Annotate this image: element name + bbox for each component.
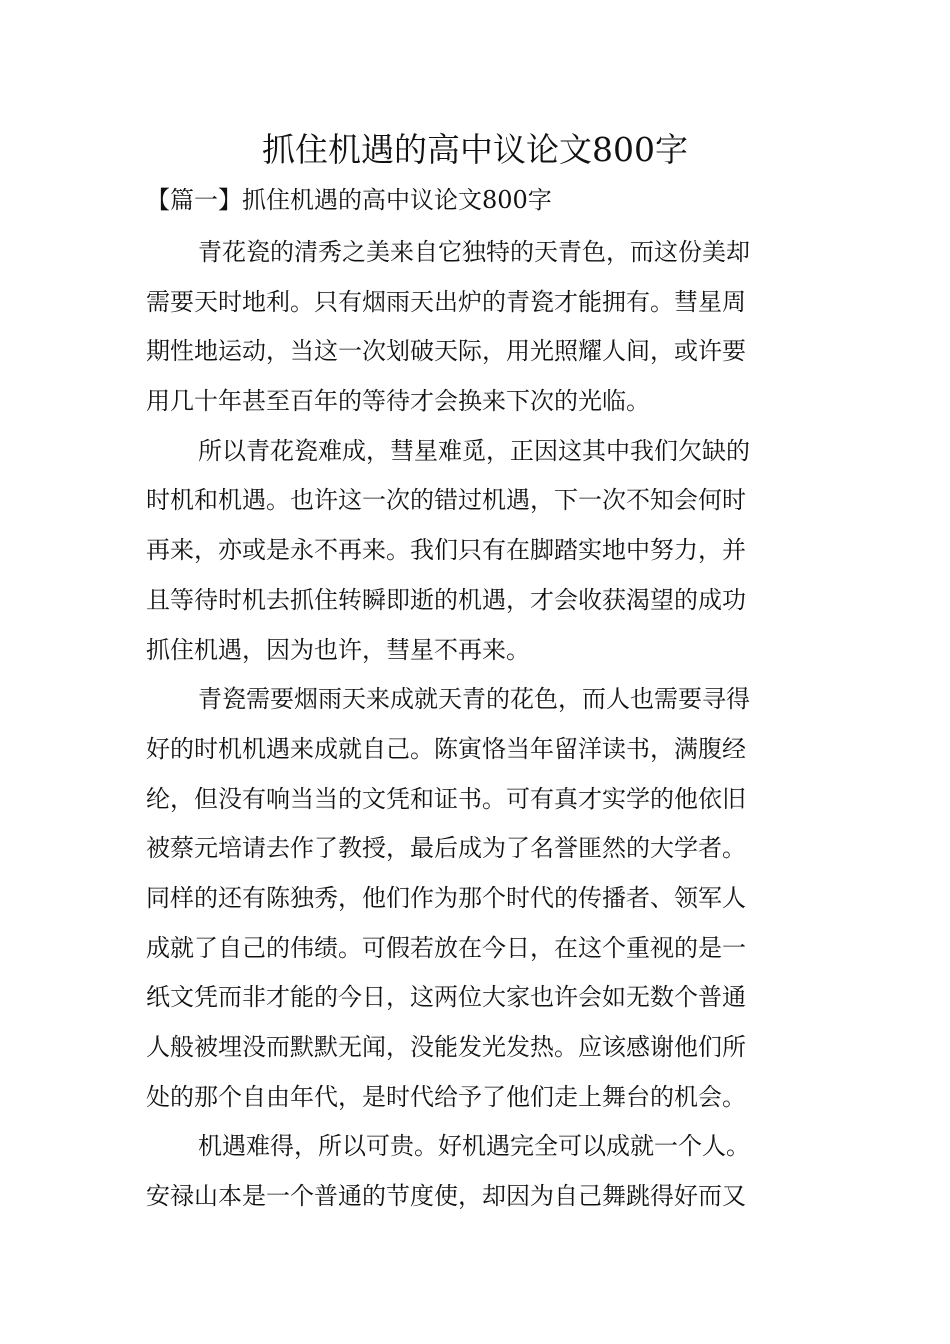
text-line: 机遇难得，所以可贵。好机遇完全可以成就一个人。: [198, 1132, 750, 1161]
text-line: 所以青花瓷难成，彗星难觅，正因这其中我们欠缺的: [198, 436, 750, 465]
paragraph-4: [146, 1122, 816, 1221]
section-heading: 【篇一】抓住机遇的高中议论文800字: [146, 186, 552, 214]
text-line: 需要天时地利。只有烟雨天出炉的青瓷才能拥有。彗星周: [146, 287, 746, 316]
text-line: 安禄山本是一个普通的节度使，却因为自己舞跳得好而又: [146, 1182, 746, 1211]
text-line: 纶，但没有响当当的文凭和证书。可有真才实学的他依旧: [146, 784, 746, 813]
text-line: 期性地运动，当这一次划破天际，用光照耀人间，或许要: [146, 337, 746, 366]
text-line: 好的时机机遇来成就自己。陈寅恪当年留洋读书，满腹经: [146, 734, 746, 763]
text-line: 再来，亦或是永不再来。我们只有在脚踏实地中努力，并: [146, 536, 746, 565]
paragraph-3: [146, 675, 816, 1122]
document-body: [146, 228, 816, 1222]
document-title: 抓住机遇的高中议论文800字: [262, 130, 688, 169]
text-line: 纸文凭而非才能的今日，这两位大家也许会如无数个普通: [146, 983, 746, 1012]
text-line: 处的那个自由年代，是时代给予了他们走上舞台的机会。: [146, 1082, 746, 1111]
text-line: 被蔡元培请去作了教授，最后成为了名誉匪然的大学者。: [146, 834, 746, 863]
paragraph-1: [146, 228, 816, 427]
text-line: 时机和机遇。也许这一次的错过机遇，下一次不知会何时: [146, 486, 746, 515]
text-line: 青瓷需要烟雨天来成就天青的花色，而人也需要寻得: [198, 685, 750, 714]
paragraph-2: [146, 427, 816, 675]
text-line: 同样的还有陈独秀，他们作为那个时代的传播者、领军人: [146, 883, 746, 912]
text-line: 且等待时机去抓住转瞬即逝的机遇，才会收获渴望的成功: [146, 585, 746, 614]
text-line: 用几十年甚至百年的等待才会换来下次的光临。: [146, 387, 650, 416]
text-line: 成就了自己的伟绩。可假若放在今日，在这个重视的是一: [146, 933, 746, 962]
text-line: 青花瓷的清秀之美来自它独特的天青色，而这份美却: [198, 238, 750, 266]
text-line: 抓住机遇，因为也许，彗星不再来。: [146, 635, 530, 664]
text-line: 人般被埋没而默默无闻，没能发光发热。应该感谢他们所: [146, 1033, 746, 1061]
